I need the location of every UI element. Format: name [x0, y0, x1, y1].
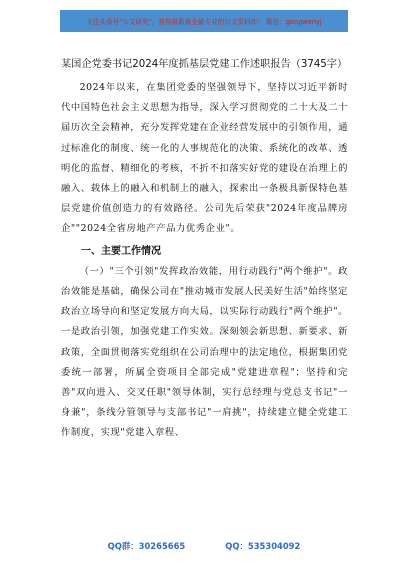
- qq-number: QQ：535304092: [225, 541, 301, 551]
- document-title: 某国企党委书记2024年度抓基层党建工作述职报告（3745字）: [61, 59, 348, 70]
- footer-contacts: [0, 538, 408, 554]
- section-paragraph: （一）"三个引领"发挥政治效能，用行动践行"两个维护"。政治效能是基础，确保公司在"推动城市发展人民美好生活"始终坚定政治立场导向和坚定发展方向大局，以实际行动践行"两个维护"。一是政治引领，加强党建工作实效。深刻领会新思想、新要求、新政策，全面贯彻落实党组织在公司治理中的法定地位，根据集团党委统一部署，所属全资项目全部完成"党建进章程"；坚持和完善"双向进入、交叉任职"领导体制，实行总经理与党总支书记"一身兼"，条线分管领导与支部书记"一肩挑"，持续建立健全党建工作制度，实现"党建入章程、: [61, 265, 349, 439]
- section-heading: 一、主要工作情况: [81, 245, 161, 257]
- qq-group-number: QQ群：30265665: [107, 541, 186, 551]
- top-banner: [60, 10, 348, 32]
- banner-text: 关注头条号"公文研究"，获得最新最全最专业的公文资料库！ 微信：gongwenyj: [86, 18, 322, 26]
- intro-paragraph: 2024年以来，在集团党委的坚强领导下，坚持以习近平新时代中国特色社会主义思想为指导，深入学习贯彻党的二十大及二十届历次全会精神，充分发挥党建在企业经营发展中的引领作用，通过标准化的制度、统一化的人事规范化的决策、系统化的改革、透明化的监督、精细化的考核，不折不扣落实好党的建设在治理上的融入、载体上的融入和机制上的融入，探索出一条极具新保特色基层党建价值创造力的有效路径。公司先后荣获"2024年度品牌房企""2024全省房地产产品力优秀企业"。: [61, 82, 349, 235]
- document-body: [61, 55, 348, 444]
